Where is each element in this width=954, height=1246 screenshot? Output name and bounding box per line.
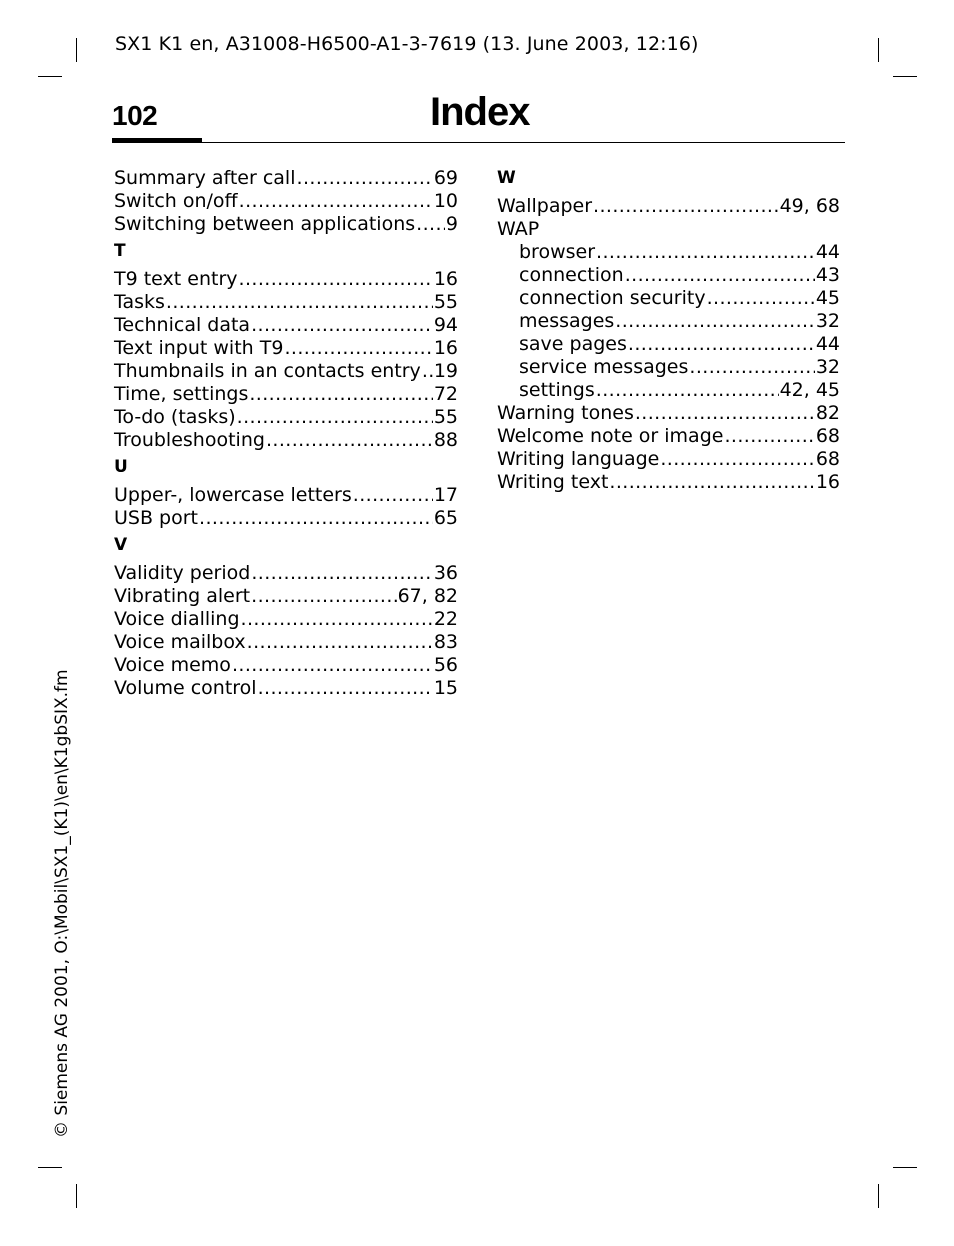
dot-leader xyxy=(615,310,815,333)
index-term: Vibrating alert xyxy=(114,585,251,607)
index-page-ref: 67, 82 xyxy=(397,585,458,607)
index-term: T9 text entry xyxy=(114,268,238,290)
crop-mark xyxy=(893,76,917,77)
dot-leader xyxy=(353,484,433,507)
index-term: Technical data xyxy=(114,314,251,336)
index-subentry xyxy=(497,287,840,310)
index-page-ref: 88 xyxy=(433,429,458,451)
crop-mark xyxy=(38,76,62,77)
index-entry xyxy=(114,383,458,406)
index-letter-heading: U xyxy=(114,457,128,477)
index-term: Upper-, lowercase letters xyxy=(114,484,352,506)
index-term: save pages xyxy=(519,333,627,355)
dot-leader xyxy=(251,314,433,337)
index-term: Welcome note or image xyxy=(497,425,724,447)
index-page-ref: 94 xyxy=(433,314,458,336)
index-subentry xyxy=(497,264,840,287)
index-letter-heading: T xyxy=(114,241,126,261)
index-entry xyxy=(114,585,458,608)
index-term: connection security xyxy=(519,287,706,309)
index-entry xyxy=(497,218,840,241)
index-page-ref: 55 xyxy=(433,406,458,428)
index-term: Switching between applications xyxy=(114,213,416,235)
dot-leader xyxy=(593,195,779,218)
index-term: Thumbnails in an contacts entry xyxy=(114,360,421,382)
index-term: Tasks xyxy=(114,291,165,313)
index-page-ref: 32 xyxy=(815,356,840,378)
index-page-ref: 17 xyxy=(433,484,458,506)
index-page-ref: 15 xyxy=(433,677,458,699)
index-entry xyxy=(114,562,458,585)
dot-leader xyxy=(241,608,433,631)
index-entry xyxy=(497,471,840,494)
index-entry xyxy=(114,190,458,213)
index-page-ref: 42, 45 xyxy=(779,379,840,401)
dot-leader xyxy=(689,356,814,379)
index-entry xyxy=(114,406,458,429)
file-info-header: SX1 K1 en, A31008-H6500-A1-3-7619 (13. June 2003, 12:16) xyxy=(115,33,699,55)
index-term: service messages xyxy=(519,356,689,378)
index-entry xyxy=(114,167,458,190)
index-entry xyxy=(497,425,840,448)
index-column-left xyxy=(114,167,458,700)
dot-leader xyxy=(258,677,433,700)
index-term: USB port xyxy=(114,507,198,529)
index-page-ref: 49, 68 xyxy=(779,195,840,217)
index-page-ref: 82 xyxy=(815,402,840,424)
dot-leader xyxy=(249,383,432,406)
dot-leader xyxy=(724,425,814,448)
dot-leader xyxy=(707,287,815,310)
index-entry xyxy=(114,314,458,337)
dot-leader xyxy=(166,291,433,314)
index-page-ref: 65 xyxy=(433,507,458,529)
index-entry xyxy=(497,195,840,218)
index-term: Troubleshooting xyxy=(114,429,265,451)
dot-leader xyxy=(199,507,433,530)
crop-mark xyxy=(893,1167,917,1168)
index-term: Voice mailbox xyxy=(114,631,246,653)
dot-leader xyxy=(422,360,433,383)
index-term: Summary after call xyxy=(114,167,296,189)
dot-leader xyxy=(251,585,396,608)
dot-leader xyxy=(239,268,433,291)
index-entry xyxy=(114,677,458,700)
index-page-ref: 45 xyxy=(815,287,840,309)
index-term: Voice dialling xyxy=(114,608,240,630)
index-page-ref: 9 xyxy=(445,213,458,235)
index-page-ref: 10 xyxy=(433,190,458,212)
copyright-footer: © Siemens AG 2001, O:\Mobil\SX1_(K1)\en\K1gbSIX.fm xyxy=(52,669,72,1138)
index-page-ref: 16 xyxy=(433,337,458,359)
index-column-right xyxy=(497,167,840,494)
index-term: Volume control xyxy=(114,677,257,699)
index-letter-heading: V xyxy=(114,535,128,555)
crop-mark xyxy=(76,1184,77,1208)
index-subentry xyxy=(497,310,840,333)
crop-mark xyxy=(878,1184,879,1208)
index-page-ref: 56 xyxy=(433,654,458,676)
index-term: Writing text xyxy=(497,471,609,493)
index-page-ref: 36 xyxy=(433,562,458,584)
dot-leader xyxy=(266,429,433,452)
index-entry xyxy=(114,507,458,530)
index-page-ref: 43 xyxy=(815,264,840,286)
index-page-ref: 68 xyxy=(815,425,840,447)
index-term: Text input with T9 xyxy=(114,337,284,359)
index-page-ref: 44 xyxy=(815,241,840,263)
index-entry xyxy=(114,631,458,654)
crop-mark xyxy=(38,1167,62,1168)
index-entry xyxy=(114,268,458,291)
index-entry xyxy=(497,448,840,471)
index-page-ref: 69 xyxy=(433,167,458,189)
dot-leader xyxy=(251,562,432,585)
index-term: To-do (tasks) xyxy=(114,406,236,428)
index-term: messages xyxy=(519,310,615,332)
crop-mark xyxy=(878,38,879,62)
dot-leader xyxy=(596,241,815,264)
index-entry xyxy=(114,337,458,360)
index-page-ref: 68 xyxy=(815,448,840,470)
dot-leader xyxy=(232,654,433,677)
dot-leader xyxy=(237,406,433,429)
index-term: Writing language xyxy=(497,448,660,470)
dot-leader xyxy=(247,631,433,654)
dot-leader xyxy=(596,379,779,402)
index-term: settings xyxy=(519,379,595,401)
index-entry xyxy=(114,291,458,314)
index-letter-heading: W xyxy=(497,168,516,188)
dot-leader xyxy=(635,402,815,425)
dot-leader xyxy=(628,333,815,356)
index-term: WAP xyxy=(497,218,540,240)
index-entry xyxy=(114,360,458,383)
index-term: connection xyxy=(519,264,624,286)
index-page-ref: 72 xyxy=(433,383,458,405)
index-page-ref: 19 xyxy=(433,360,458,382)
dot-leader xyxy=(239,190,433,213)
dot-leader xyxy=(416,213,445,236)
index-term: browser xyxy=(519,241,596,263)
index-page-ref: 83 xyxy=(433,631,458,653)
index-entry xyxy=(114,213,458,236)
index-page-ref: 44 xyxy=(815,333,840,355)
dot-leader xyxy=(625,264,815,287)
index-term: Time, settings xyxy=(114,383,249,405)
index-page-ref: 55 xyxy=(433,291,458,313)
index-term: Validity period xyxy=(114,562,251,584)
index-subentry xyxy=(497,333,840,356)
index-subentry xyxy=(497,356,840,379)
dot-leader xyxy=(284,337,432,360)
index-page-ref: 32 xyxy=(815,310,840,332)
index-page-ref: 16 xyxy=(815,471,840,493)
index-entry xyxy=(114,429,458,452)
index-term: Switch on/off xyxy=(114,190,238,212)
crop-mark xyxy=(76,38,77,62)
dot-leader xyxy=(297,167,433,190)
dot-leader xyxy=(660,448,814,471)
index-term: Voice memo xyxy=(114,654,231,676)
index-entry xyxy=(114,654,458,677)
index-term: Warning tones xyxy=(497,402,634,424)
index-subentry xyxy=(497,379,840,402)
dot-leader xyxy=(609,471,814,494)
page-title: Index xyxy=(430,90,530,134)
page-number: 102 xyxy=(112,100,158,131)
index-entry xyxy=(114,484,458,507)
index-subentry xyxy=(497,241,840,264)
index-entry xyxy=(114,608,458,631)
index-page-ref: 16 xyxy=(433,268,458,290)
header-rule xyxy=(112,142,845,143)
index-page-ref: 22 xyxy=(433,608,458,630)
index-term: Wallpaper xyxy=(497,195,593,217)
index-entry xyxy=(497,402,840,425)
